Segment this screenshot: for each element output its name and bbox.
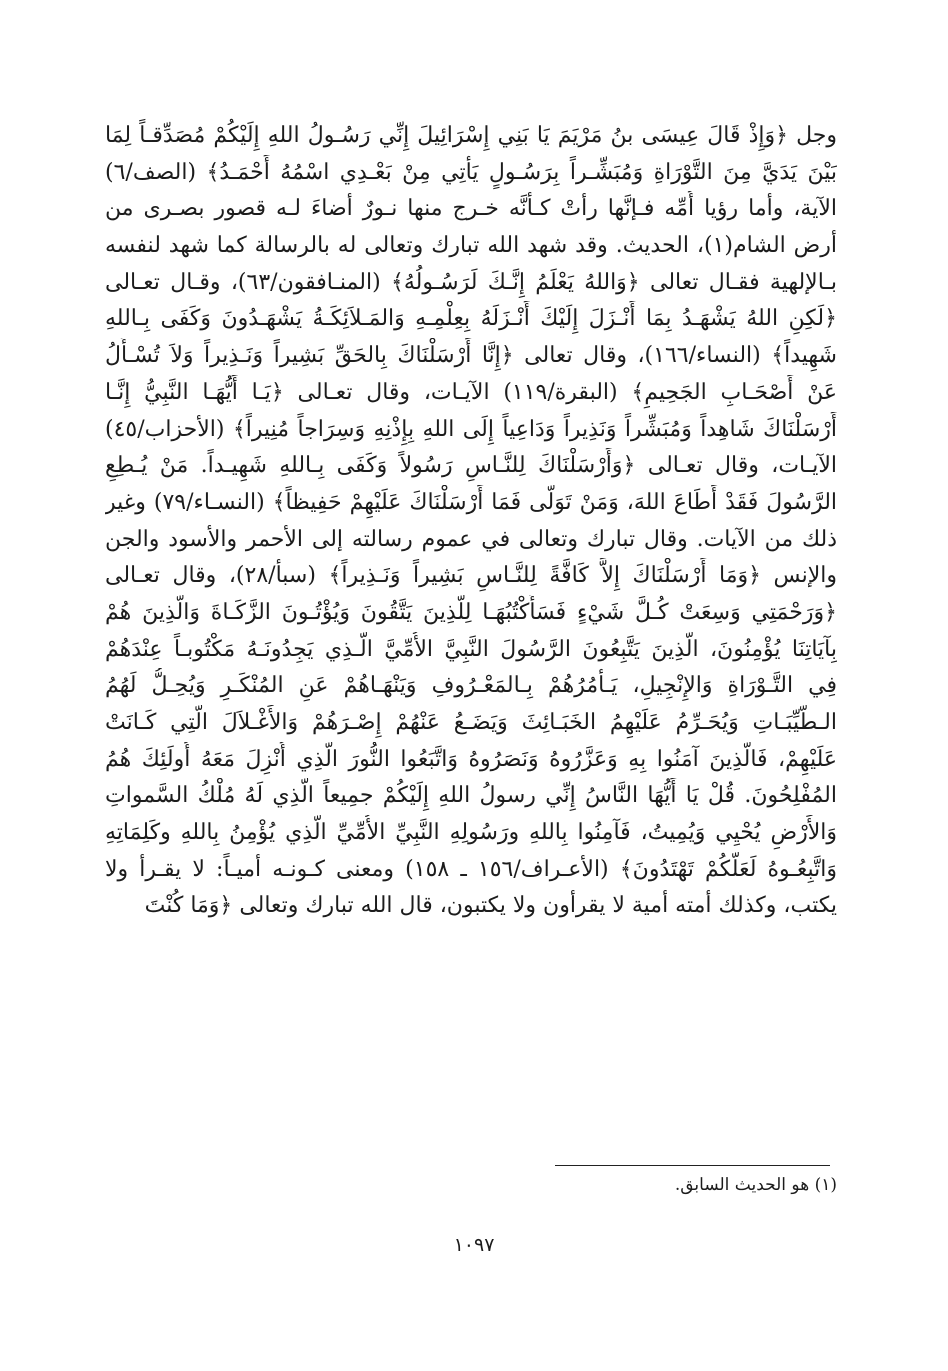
text-line: وجل ﴿وَإِذْ قَالَ عِيسَى بنُ مَرْيَمَ يَا بَنِي إِسْرَائِيلَ إِنِّي رَسُـولُ اللهِ إِلَيْكُمْ مُصَدِّقـاً لِمَا xyxy=(105,123,837,148)
text-line: المُفْلِحُونَ. قُلْ يَا أَيُّهَا النَّاسُ إِنِّي رسولُ اللهِ إِلَيْكُمْ جمِيعاً الَّذِي لَهُ مُلْكُ السَّمواتِ xyxy=(105,783,837,809)
text-line: بِآيَاتِنَا يُؤْمِنُونَ، الَّذِينَ يَتَّبِعُونَ الرَّسُولَ النَّبِيَّ الأُمِّيَّ الَّـذِي يَجِدُونَـهُ مَكْتُوبـاً عِنْدَهُمْ xyxy=(105,636,837,662)
footnote: (١) هو الحديث السابق. xyxy=(674,1175,837,1195)
text-line: ﴿وَرَحْمَتِي وَسِعَتْ كُـلَّ شَيْءٍ فَسَأَكْتُبُهَـا لِلَّذِينَ يَتَّقُونَ وَيُؤْتُـونَ الزَّكَـاةَ وَالَّذِينَ هُمْ xyxy=(105,599,837,625)
text-line: عَلَيْهِمْ، فَالَّذِينَ آمَنُوا بِهِ وَعَزَّرُوهُ وَنَصَرُوهُ وَاتَّبَعُوا النُّورَ الَّذِي أُنْزِلَ مَعَهُ أُولَئِكَ هُمُ xyxy=(105,746,837,772)
text-line: فِي التَّـوْرَاةِ وَالإِنْجِيلِ، يَـأْمُرُهُمْ بِـالمَعْـرُوفِ وَيَنْهَـاهُمْ عَنِ المُنْكَـرِ وَيُحِـلُّ لَهُمُ xyxy=(105,673,837,699)
page-number: ١٠٩٧ xyxy=(453,1234,495,1256)
text-line: الآيـات، وقال تعـالى ﴿وَأَرْسَلْنَاكَ لِلنَّـاسِ رَسُولاً وَكَفَى بِـاللهِ شَهِيـداً. مَنْ يُـطِعِ xyxy=(105,453,837,479)
text-line: شَهِيداً﴾ (النساء/١٦٦)، وقال تعالى ﴿إِنَّا أَرْسَلْنَاكَ بِالحَقِّ بَشِيراً وَنَـذِيراً وَلاَ تُسْـأَلُ xyxy=(105,343,837,369)
text-line: عَنْ أَصْحَـابِ الجَحِيمِ﴾ (البقرة/١١٩) الآيـات، وقال تعـالى ﴿يَـا أَيُّهَـا النَّبِيُّ إِنَّـا xyxy=(105,379,837,405)
text-line: بَيْنَ يَدَيَّ مِنَ التَّوْرَاةِ وَمُبَشِّـراً بِرَسُـولٍ يَأْتِي مِنْ بَعْـدِي اسْمُهُ أَحْمَـدُ﴾ (الصف/٦) xyxy=(105,159,837,185)
text-line: أرض الشام(١)، الحديث. وقد شهد الله تبارك وتعالى له بالرسالة كما شهد لنفسه xyxy=(105,233,837,259)
text-line: الآية، وأما رؤيا أُمِّه فـإنَّها رأتْ كـأنَّه خـرج منها نـورٌ أضاءَ لـه قصور بصـرى من xyxy=(105,196,837,222)
text-line: يكتب، وكذلك أمته أمية لا يقرأون ولا يكتبون، قال الله تبارك وتعالى ﴿وَمَا كُنْتَ xyxy=(144,893,837,919)
text-line: ذلك من الآيات. وقال تبارك وتعالى في عموم رسالته إلى الأحمر والأسود والجن xyxy=(105,526,837,552)
footnote-divider xyxy=(555,1165,830,1166)
text-line: أَرْسَلْنَاكَ شَاهِداً وَمُبَشِّراً وَنَذِيراً وَدَاعِياً إِلَى اللهِ بِإِذْنِهِ وَسِرَاجاً مُنِيراً﴾ (الأحزاب/٤٥) xyxy=(105,416,837,442)
text-line: الرَّسُولَ فَقَدْ أَطَاعَ اللهَ، وَمَنْ تَوَلَّى فَمَا أَرْسَلْنَاكَ عَلَيْهِمْ حَفِيظاً﴾ (النسـاء/٧٩) وغير xyxy=(105,489,837,515)
text-line: بـالإلهية فقـال تعالى ﴿وَاللهُ يَعْلَمُ إِنَّـكَ لَرَسُـولُهُ﴾ (المنـافقون/٦٣)، وقـال تعـالى xyxy=(105,269,837,295)
text-line: وَالأَرْضِ يُحْيِي وَيُمِيتُ، فَآمِنُوا بِاللهِ ورَسُولِهِ النَّبِيِّ الأُمِّيِّ الَّذِي يُؤْمِنُ بِاللهِ وكَلِمَاتِهِ xyxy=(105,820,837,846)
text-line: الـطَّيِّبَـاتِ وَيُحَـرِّمُ عَلَيْهِمُ الخَبَـائِثَ وَيَضَـعُ عَنْهُمْ إِصْـرَهُمْ وَالأَغْـلاَلَ الَّتِي كَـانَتْ xyxy=(105,710,837,735)
main-text-block xyxy=(105,118,837,1146)
text-line: ﴿لَكِنِ اللهُ يَشْهَـدُ بِمَا أَنْـزَلَ إِلَيْكَ أَنْـزَلَهُ بِعِلْمِـهِ وَالمَـلاَئِكَـةُ يَشْهَـدُونَ وَكَفَى بِـاللهِ xyxy=(105,306,837,332)
text-line: والإنس ﴿وَمَا أَرْسَلْنَاكَ إِلاَّ كَافَّةً لِلنَّـاسِ بَشِيراً وَنَـذِيراً﴾ (سبأ/٢٨)، وقال تعـالى xyxy=(105,563,837,589)
text-line: وَاتَّبِعُـوهُ لَعَلَّكُمْ تَهْتَدُونَ﴾ (الأعـراف/١٥٦ ـ ١٥٨) ومعنى كـونـه أميـاً: لا يقـرأ ولا xyxy=(105,856,837,882)
